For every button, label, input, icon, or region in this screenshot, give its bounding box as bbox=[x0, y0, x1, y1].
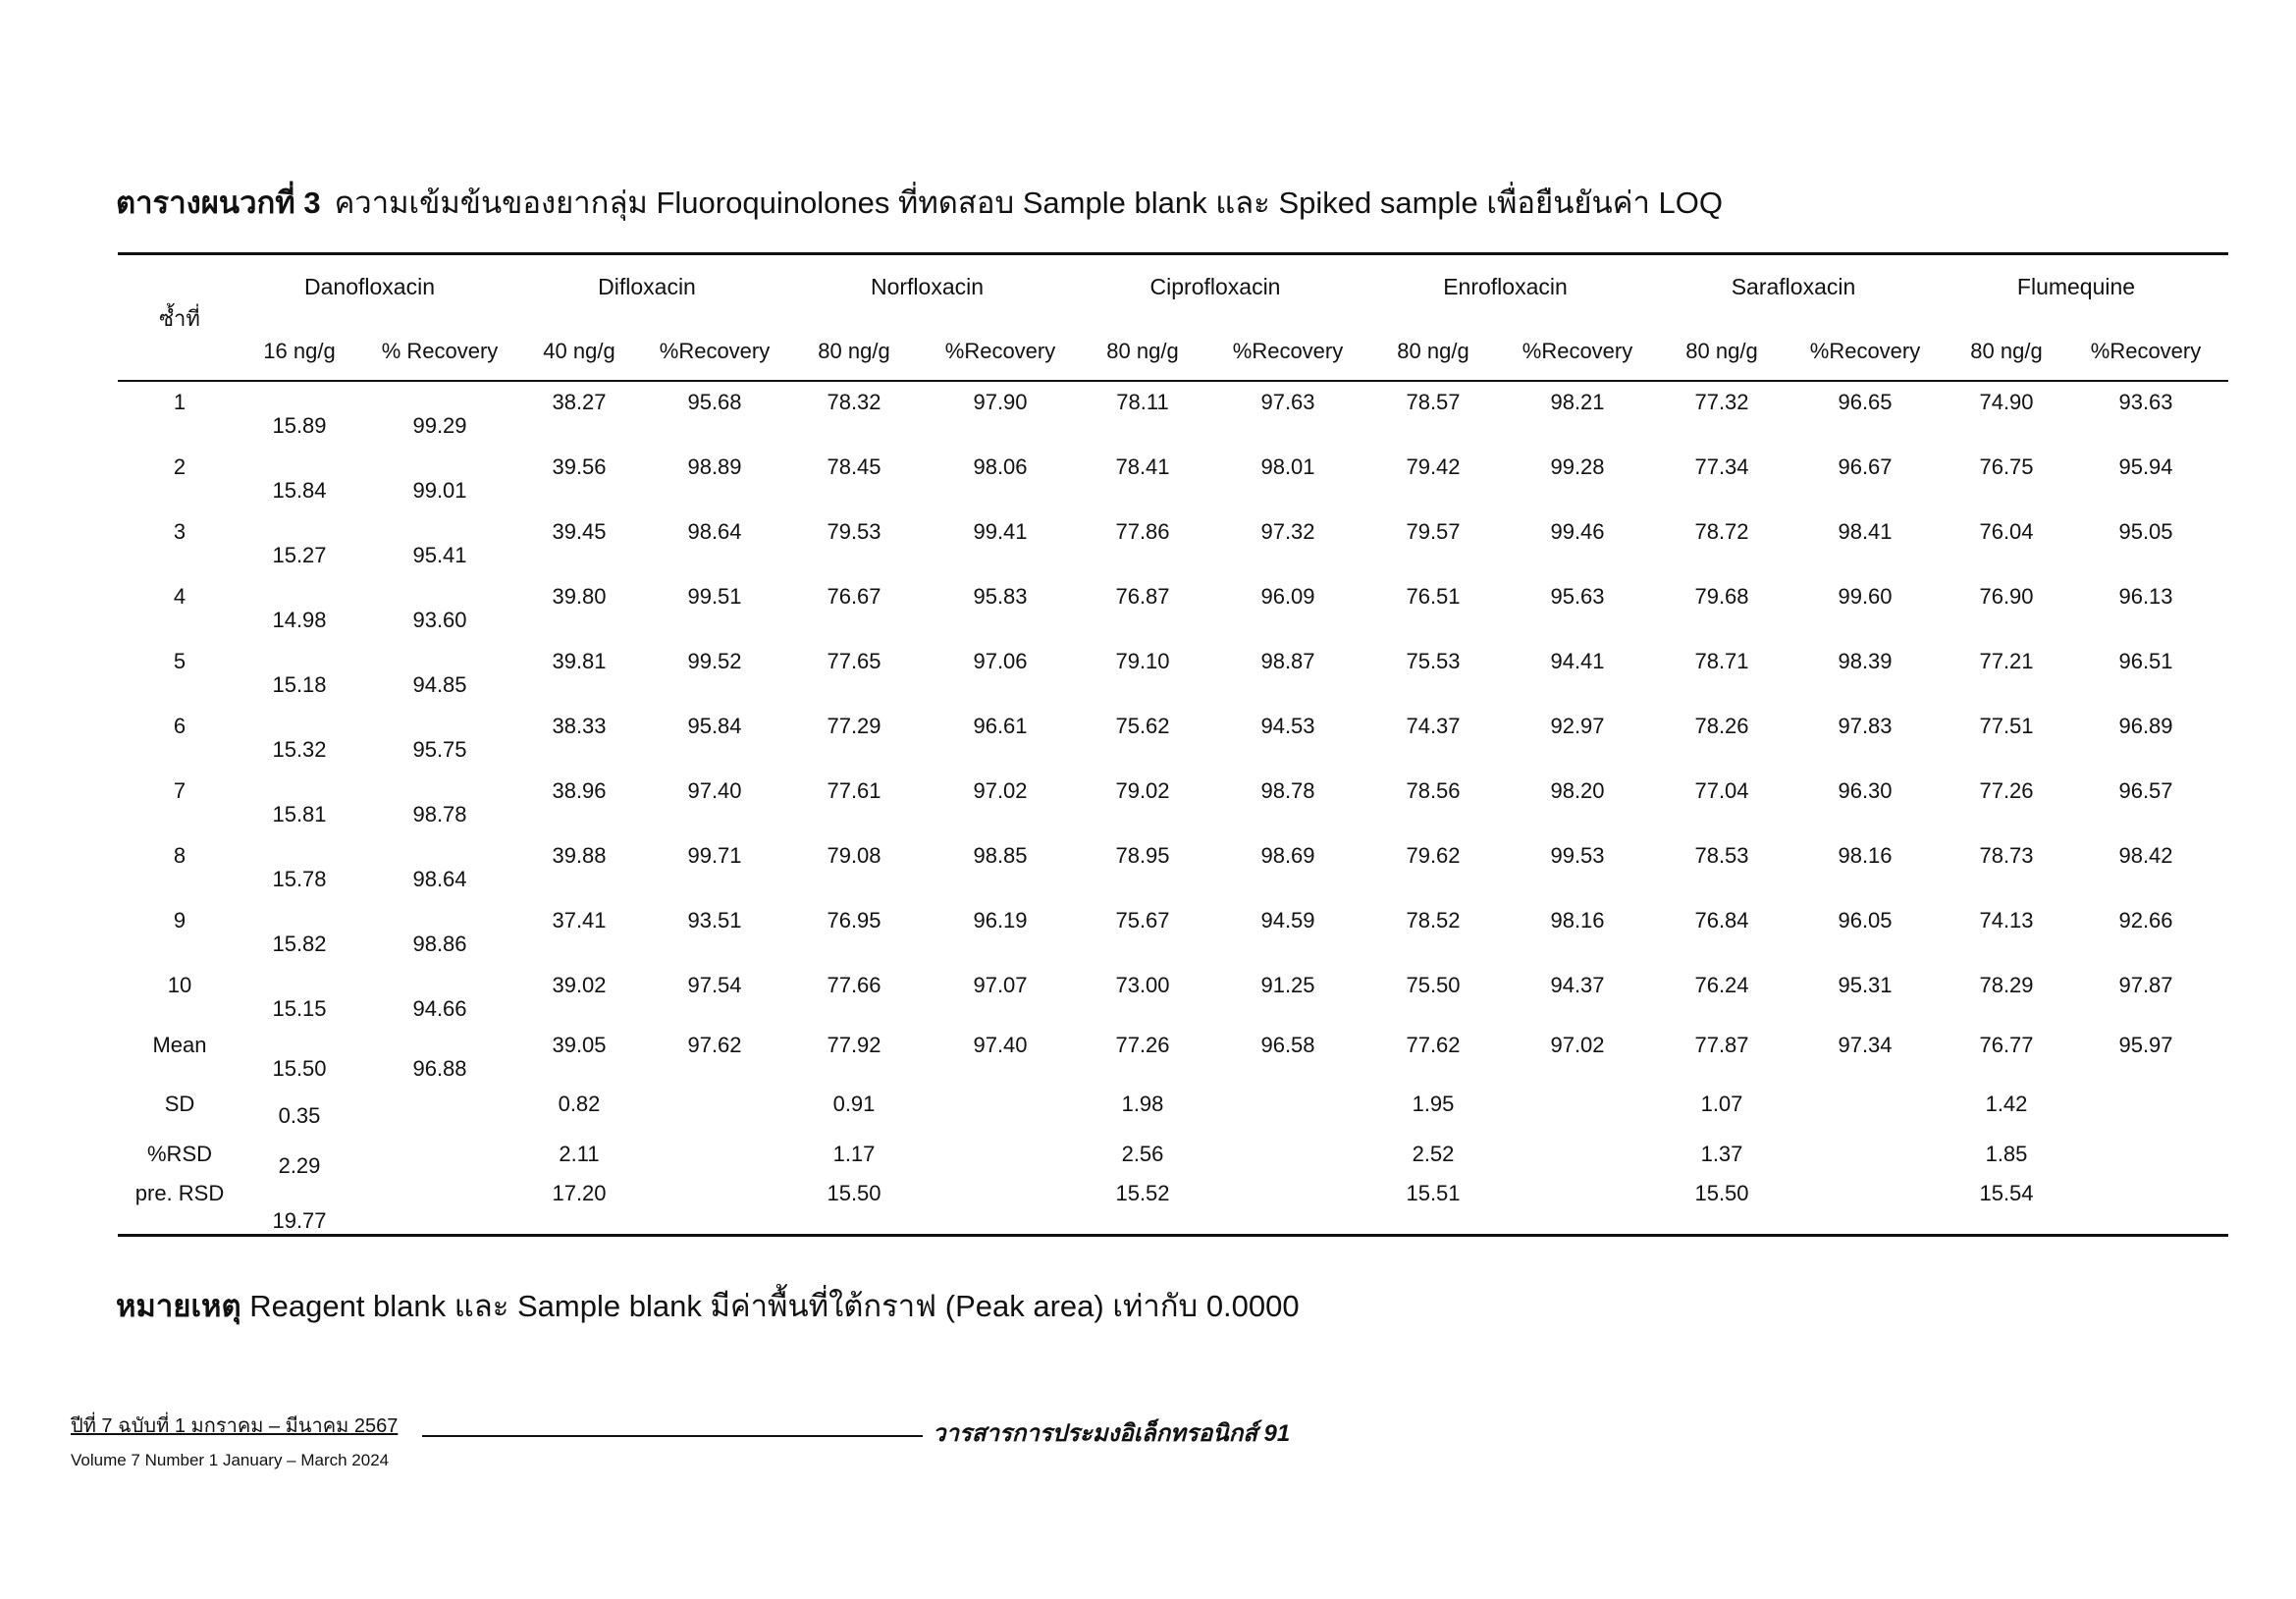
danofloxacin-conc-cell: 15.81 bbox=[272, 802, 327, 826]
recovery-header: %Recovery bbox=[944, 339, 1056, 363]
value-cell: 79.57 bbox=[1406, 519, 1461, 544]
row-label: 10 bbox=[167, 973, 192, 997]
value-cell: 2.52 bbox=[1412, 1142, 1455, 1166]
value-cell: 97.02 bbox=[973, 778, 1028, 803]
danofloxacin-recovery-cell: 94.66 bbox=[412, 996, 467, 1021]
value-cell: 99.41 bbox=[973, 519, 1028, 544]
danofloxacin-recovery-cell: 99.29 bbox=[412, 413, 467, 438]
value-cell: 79.53 bbox=[827, 519, 881, 544]
value-cell: 97.34 bbox=[1838, 1033, 1893, 1057]
danofloxacin-conc-cell: 15.78 bbox=[272, 867, 327, 891]
value-cell: 76.67 bbox=[827, 584, 881, 609]
value-cell: 77.61 bbox=[827, 778, 881, 803]
danofloxacin-recovery-cell: 98.64 bbox=[412, 867, 467, 891]
row-label: 8 bbox=[173, 843, 187, 868]
value-cell: 76.04 bbox=[1979, 519, 2034, 544]
value-cell: 97.90 bbox=[973, 390, 1028, 414]
value-cell: 99.28 bbox=[1550, 454, 1605, 479]
value-cell: 75.67 bbox=[1115, 908, 1170, 933]
value-cell: 99.53 bbox=[1550, 843, 1605, 868]
value-cell: 98.16 bbox=[1550, 908, 1605, 933]
value-cell: 78.57 bbox=[1406, 390, 1461, 414]
drug-header: Ciprofloxacin bbox=[1149, 274, 1281, 299]
danofloxacin-conc-cell: 15.89 bbox=[272, 413, 327, 438]
value-cell: 97.02 bbox=[1550, 1033, 1605, 1057]
value-cell: 78.45 bbox=[827, 454, 881, 479]
value-cell: 39.05 bbox=[552, 1033, 607, 1057]
concentration-header: 16 ng/g bbox=[263, 339, 336, 363]
value-cell: 74.37 bbox=[1406, 714, 1461, 738]
value-cell: 95.63 bbox=[1550, 584, 1605, 609]
value-cell: 98.78 bbox=[1260, 778, 1315, 803]
value-cell: 75.53 bbox=[1406, 649, 1461, 673]
value-cell: 97.54 bbox=[687, 973, 742, 997]
danofloxacin-conc-cell: 14.98 bbox=[272, 608, 327, 632]
value-cell: 1.85 bbox=[1985, 1142, 2028, 1166]
value-cell: 95.68 bbox=[687, 390, 742, 414]
value-cell: 78.73 bbox=[1979, 843, 2034, 868]
value-cell: 77.87 bbox=[1694, 1033, 1749, 1057]
concentration-header: 80 ng/g bbox=[1106, 339, 1179, 363]
row-label: %RSD bbox=[146, 1142, 213, 1166]
value-cell: 98.89 bbox=[687, 454, 742, 479]
table-bottom-rule bbox=[118, 1234, 2228, 1237]
value-cell: 99.46 bbox=[1550, 519, 1605, 544]
value-cell: 97.32 bbox=[1260, 519, 1315, 544]
value-cell: 95.84 bbox=[687, 714, 742, 738]
value-cell: 39.45 bbox=[552, 519, 607, 544]
value-cell: 77.65 bbox=[827, 649, 881, 673]
value-cell: 78.53 bbox=[1694, 843, 1749, 868]
value-cell: 79.08 bbox=[827, 843, 881, 868]
drug-header: Sarafloxacin bbox=[1731, 274, 1856, 299]
value-cell: 77.26 bbox=[1115, 1033, 1170, 1057]
value-cell: 77.26 bbox=[1979, 778, 2034, 803]
value-cell: 73.00 bbox=[1115, 973, 1170, 997]
recovery-header: %Recovery bbox=[659, 339, 771, 363]
value-cell: 98.87 bbox=[1260, 649, 1315, 673]
value-cell: 95.94 bbox=[2118, 454, 2173, 479]
value-cell: 76.87 bbox=[1115, 584, 1170, 609]
row-label: 4 bbox=[173, 584, 187, 609]
value-cell: 96.67 bbox=[1838, 454, 1893, 479]
value-cell: 99.60 bbox=[1838, 584, 1893, 609]
value-cell: 98.85 bbox=[973, 843, 1028, 868]
value-cell: 98.41 bbox=[1838, 519, 1893, 544]
value-cell: 39.80 bbox=[552, 584, 607, 609]
concentration-header: 80 ng/g bbox=[1685, 339, 1758, 363]
value-cell: 39.81 bbox=[552, 649, 607, 673]
value-cell: 74.13 bbox=[1979, 908, 2034, 933]
row-label: 1 bbox=[173, 390, 187, 414]
value-cell: 78.95 bbox=[1115, 843, 1170, 868]
concentration-header: 80 ng/g bbox=[1397, 339, 1469, 363]
value-cell: 77.04 bbox=[1694, 778, 1749, 803]
value-cell: 96.57 bbox=[2118, 778, 2173, 803]
value-cell: 96.30 bbox=[1838, 778, 1893, 803]
value-cell: 92.66 bbox=[2118, 908, 2173, 933]
value-cell: 78.41 bbox=[1115, 454, 1170, 479]
recovery-header: % Recovery bbox=[381, 339, 499, 363]
value-cell: 78.56 bbox=[1406, 778, 1461, 803]
value-cell: 98.64 bbox=[687, 519, 742, 544]
danofloxacin-conc-cell: 19.77 bbox=[272, 1208, 327, 1233]
value-cell: 97.83 bbox=[1838, 714, 1893, 738]
value-cell: 15.52 bbox=[1115, 1181, 1170, 1205]
value-cell: 96.19 bbox=[973, 908, 1028, 933]
value-cell: 38.33 bbox=[552, 714, 607, 738]
value-cell: 2.56 bbox=[1121, 1142, 1164, 1166]
table-top-rule bbox=[118, 252, 2228, 255]
value-cell: 94.59 bbox=[1260, 908, 1315, 933]
concentration-header: 80 ng/g bbox=[818, 339, 890, 363]
value-cell: 1.17 bbox=[832, 1142, 876, 1166]
value-cell: 37.41 bbox=[552, 908, 607, 933]
value-cell: 93.51 bbox=[687, 908, 742, 933]
row-label: 6 bbox=[173, 714, 187, 738]
value-cell: 97.63 bbox=[1260, 390, 1315, 414]
value-cell: 94.37 bbox=[1550, 973, 1605, 997]
recovery-header: %Recovery bbox=[1232, 339, 1344, 363]
value-cell: 95.31 bbox=[1838, 973, 1893, 997]
row-label: 2 bbox=[173, 454, 187, 479]
value-cell: 93.63 bbox=[2118, 390, 2173, 414]
value-cell: 92.97 bbox=[1550, 714, 1605, 738]
recovery-header: %Recovery bbox=[1809, 339, 1921, 363]
value-cell: 96.58 bbox=[1260, 1033, 1315, 1057]
value-cell: 79.62 bbox=[1406, 843, 1461, 868]
value-cell: 97.06 bbox=[973, 649, 1028, 673]
row-header: ซ้ำที่ bbox=[159, 306, 200, 331]
value-cell: 91.25 bbox=[1260, 973, 1315, 997]
value-cell: 76.24 bbox=[1694, 973, 1749, 997]
value-cell: 77.92 bbox=[827, 1033, 881, 1057]
drug-header: Norfloxacin bbox=[870, 274, 985, 299]
value-cell: 95.83 bbox=[973, 584, 1028, 609]
footer-english-issue: Volume 7 Number 1 January – March 2024 bbox=[71, 1451, 390, 1469]
value-cell: 39.56 bbox=[552, 454, 607, 479]
value-cell: 99.71 bbox=[687, 843, 742, 868]
value-cell: 96.05 bbox=[1838, 908, 1893, 933]
note-label: หมายเหตุ bbox=[116, 1289, 241, 1323]
footer-issue bbox=[71, 1410, 398, 1470]
value-cell: 0.82 bbox=[558, 1092, 601, 1116]
value-cell: 76.84 bbox=[1694, 908, 1749, 933]
value-cell: 96.61 bbox=[973, 714, 1028, 738]
value-cell: 97.87 bbox=[2118, 973, 2173, 997]
value-cell: 78.72 bbox=[1694, 519, 1749, 544]
row-label: SD bbox=[164, 1092, 195, 1116]
value-cell: 74.90 bbox=[1979, 390, 2034, 414]
value-cell: 79.10 bbox=[1115, 649, 1170, 673]
value-cell: 76.77 bbox=[1979, 1033, 2034, 1057]
value-cell: 98.39 bbox=[1838, 649, 1893, 673]
value-cell: 94.41 bbox=[1550, 649, 1605, 673]
value-cell: 2.11 bbox=[559, 1142, 600, 1166]
value-cell: 98.01 bbox=[1260, 454, 1315, 479]
danofloxacin-recovery-cell: 98.86 bbox=[412, 932, 467, 956]
drug-header: Danofloxacin bbox=[304, 274, 435, 299]
value-cell: 38.96 bbox=[552, 778, 607, 803]
value-cell: 77.34 bbox=[1694, 454, 1749, 479]
value-cell: 77.51 bbox=[1979, 714, 2034, 738]
value-cell: 15.50 bbox=[1694, 1181, 1749, 1205]
value-cell: 77.86 bbox=[1115, 519, 1170, 544]
value-cell: 98.21 bbox=[1550, 390, 1605, 414]
value-cell: 0.91 bbox=[832, 1092, 876, 1116]
value-cell: 97.40 bbox=[687, 778, 742, 803]
value-cell: 15.54 bbox=[1979, 1181, 2034, 1205]
drug-header: Enrofloxacin bbox=[1443, 274, 1568, 299]
value-cell: 98.20 bbox=[1550, 778, 1605, 803]
value-cell: 78.26 bbox=[1694, 714, 1749, 738]
row-label: 5 bbox=[173, 649, 187, 673]
drug-header: Difloxacin bbox=[598, 274, 696, 299]
concentration-header: 40 ng/g bbox=[543, 339, 615, 363]
danofloxacin-conc-cell: 15.82 bbox=[272, 932, 327, 956]
value-cell: 77.66 bbox=[827, 973, 881, 997]
recovery-header: %Recovery bbox=[2090, 339, 2202, 363]
value-cell: 79.68 bbox=[1694, 584, 1749, 609]
value-cell: 98.06 bbox=[973, 454, 1028, 479]
row-label: 9 bbox=[173, 908, 187, 933]
value-cell: 76.95 bbox=[827, 908, 881, 933]
value-cell: 77.21 bbox=[1979, 649, 2034, 673]
value-cell: 77.62 bbox=[1406, 1033, 1461, 1057]
value-cell: 77.29 bbox=[827, 714, 881, 738]
danofloxacin-recovery-cell: 95.41 bbox=[412, 543, 467, 567]
table-note bbox=[116, 1281, 1300, 1330]
value-cell: 1.95 bbox=[1412, 1092, 1455, 1116]
value-cell: 96.13 bbox=[2118, 584, 2173, 609]
value-cell: 98.69 bbox=[1260, 843, 1315, 868]
value-cell: 95.97 bbox=[2118, 1033, 2173, 1057]
value-cell: 97.07 bbox=[973, 973, 1028, 997]
footer-rule bbox=[422, 1435, 923, 1437]
danofloxacin-conc-cell: 2.29 bbox=[278, 1153, 321, 1178]
danofloxacin-recovery-cell: 96.88 bbox=[412, 1056, 467, 1081]
value-cell: 1.98 bbox=[1121, 1092, 1164, 1116]
danofloxacin-conc-cell: 15.50 bbox=[272, 1056, 327, 1081]
footer-journal-title: วารสารการประมงอิเล็กทรอนิกส์ 91 bbox=[933, 1420, 1291, 1447]
danofloxacin-conc-cell: 15.15 bbox=[272, 996, 327, 1021]
value-cell: 1.07 bbox=[1700, 1092, 1743, 1116]
value-cell: 78.71 bbox=[1694, 649, 1749, 673]
danofloxacin-recovery-cell: 99.01 bbox=[412, 478, 467, 503]
drug-header: Flumequine bbox=[2016, 274, 2136, 299]
value-cell: 94.53 bbox=[1260, 714, 1315, 738]
danofloxacin-recovery-cell: 98.78 bbox=[412, 802, 467, 826]
danofloxacin-conc-cell: 15.18 bbox=[272, 672, 327, 697]
danofloxacin-recovery-cell: 93.60 bbox=[412, 608, 467, 632]
danofloxacin-conc-cell: 15.84 bbox=[272, 478, 327, 503]
value-cell: 77.32 bbox=[1694, 390, 1749, 414]
value-cell: 76.90 bbox=[1979, 584, 2034, 609]
value-cell: 15.50 bbox=[827, 1181, 881, 1205]
danofloxacin-recovery-cell: 94.85 bbox=[412, 672, 467, 697]
value-cell: 99.51 bbox=[687, 584, 742, 609]
value-cell: 97.40 bbox=[973, 1033, 1028, 1057]
caption-text: ความเข้มข้นของยากลุ่ม Fluoroquinolones ที่ทดสอบ Sample blank และ Spiked sample เพื่อยืนยันค่า LOQ bbox=[334, 186, 1723, 220]
caption-label: ตารางผนวกที่ 3 bbox=[116, 186, 321, 220]
value-cell: 98.16 bbox=[1838, 843, 1893, 868]
value-cell: 95.05 bbox=[2118, 519, 2173, 544]
row-label: 7 bbox=[173, 778, 187, 803]
value-cell: 78.32 bbox=[827, 390, 881, 414]
table-caption bbox=[116, 178, 2226, 227]
danofloxacin-recovery-cell: 95.75 bbox=[412, 737, 467, 762]
value-cell: 97.62 bbox=[687, 1033, 742, 1057]
value-cell: 96.09 bbox=[1260, 584, 1315, 609]
value-cell: 79.02 bbox=[1115, 778, 1170, 803]
value-cell: 75.50 bbox=[1406, 973, 1461, 997]
value-cell: 1.42 bbox=[1985, 1092, 2028, 1116]
value-cell: 39.88 bbox=[552, 843, 607, 868]
value-cell: 1.37 bbox=[1700, 1142, 1743, 1166]
footer-thai-issue: ปีที่ 7 ฉบับที่ 1 มกราคม – มีนาคม 2567 bbox=[71, 1415, 399, 1437]
value-cell: 17.20 bbox=[552, 1181, 607, 1205]
row-label: Mean bbox=[152, 1033, 207, 1057]
concentration-header: 80 ng/g bbox=[1970, 339, 2043, 363]
value-cell: 96.51 bbox=[2118, 649, 2173, 673]
value-cell: 96.89 bbox=[2118, 714, 2173, 738]
value-cell: 79.42 bbox=[1406, 454, 1461, 479]
value-cell: 78.11 bbox=[1116, 390, 1169, 414]
value-cell: 76.51 bbox=[1406, 584, 1461, 609]
value-cell: 98.42 bbox=[2118, 843, 2173, 868]
note-text: Reagent blank และ Sample blank มีค่าพื้นที่ใต้กราฟ (Peak area) เท่ากับ 0.0000 bbox=[240, 1289, 1300, 1323]
value-cell: 78.52 bbox=[1406, 908, 1461, 933]
danofloxacin-conc-cell: 15.27 bbox=[272, 543, 327, 567]
table-header-rule bbox=[118, 380, 2228, 382]
value-cell: 15.51 bbox=[1406, 1181, 1461, 1205]
row-label: 3 bbox=[173, 519, 187, 544]
value-cell: 38.27 bbox=[552, 390, 607, 414]
value-cell: 96.65 bbox=[1838, 390, 1893, 414]
danofloxacin-conc-cell: 0.35 bbox=[278, 1103, 321, 1128]
value-cell: 39.02 bbox=[552, 973, 607, 997]
value-cell: 99.52 bbox=[687, 649, 742, 673]
value-cell: 75.62 bbox=[1115, 714, 1170, 738]
value-cell: 78.29 bbox=[1979, 973, 2034, 997]
danofloxacin-conc-cell: 15.32 bbox=[272, 737, 327, 762]
recovery-header: %Recovery bbox=[1522, 339, 1633, 363]
value-cell: 76.75 bbox=[1979, 454, 2034, 479]
row-label: pre. RSD bbox=[134, 1181, 225, 1205]
